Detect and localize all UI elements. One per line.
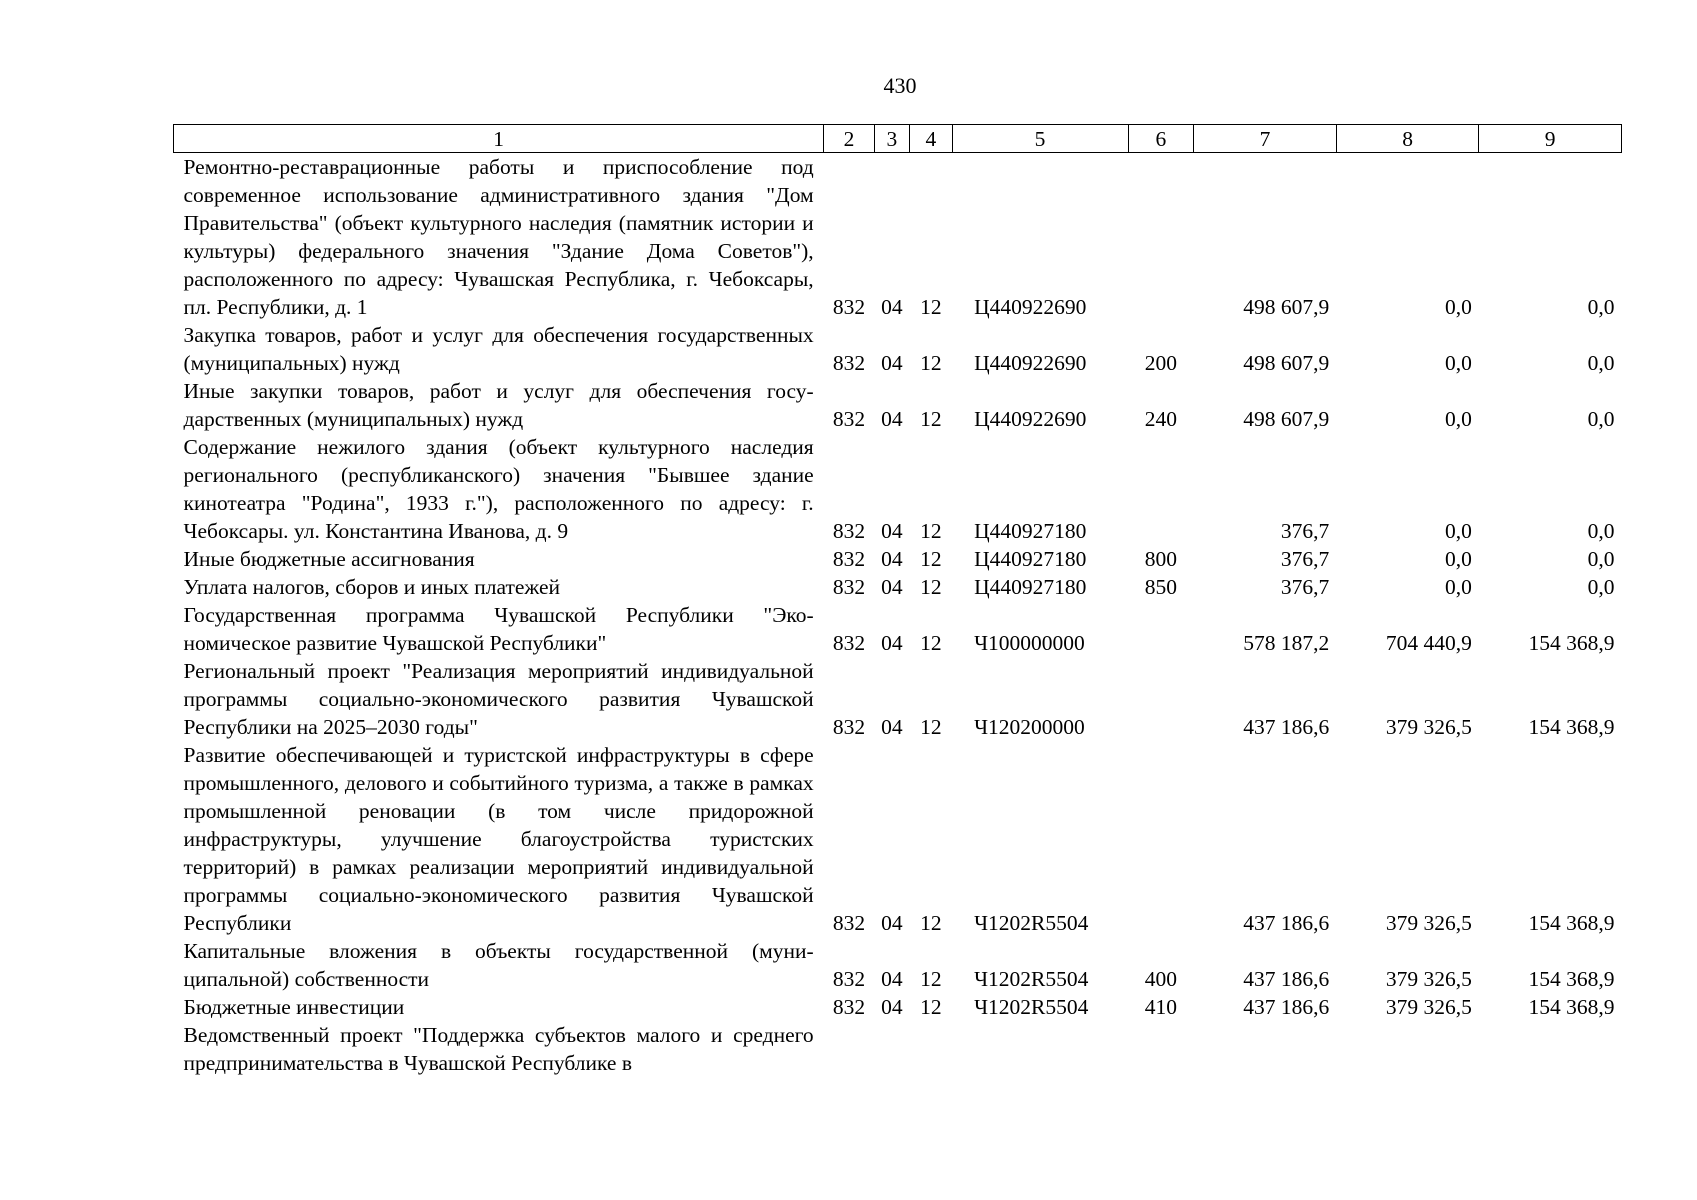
amount-col8: 0,0 — [1444, 407, 1472, 431]
item-name: Развитие обеспечивающей и туристской инфраструктуры в сфере промышленного, делового и событийного туризма, а также в рамках промышленной реновации (в том числе придорожной инфраструктуры, улучшение благоустройства туристских территорий) в рамках реализации мероприятий индивидуальной программы социально-экономического развития Чувашской Республики — [183, 743, 814, 935]
expense-type-code — [1128, 433, 1194, 545]
section-code: 04 — [881, 519, 903, 543]
amount-col7: 376,7 — [1280, 519, 1330, 543]
item-name: Региональный проект "Реализация мероприятий индивидуальной программы социально-экономического развития Чувашской Республики на 2025–2030 годы" — [183, 659, 814, 739]
amount-col9 — [1479, 1021, 1622, 1077]
grbs-code: 832 — [832, 407, 866, 431]
item-name: Содержание нежилого здания (объект культурного наследия регионального (республиканского) значения "Бывшее здание кинотеатра "Родина", 1933 г."), расположенного по адресу: г. Чебоксары. ул. Константина Иванова, д. 9 — [183, 435, 814, 543]
grbs-code: 832 — [832, 715, 866, 739]
section-code: 04 — [881, 547, 903, 571]
grbs-code: 832 — [832, 351, 866, 375]
grbs-code: 832 — [832, 967, 866, 991]
column-number-row — [174, 125, 1622, 153]
amount-col9: 0,0 — [1587, 547, 1615, 571]
expense-type-code: 850 — [1144, 575, 1177, 599]
target-article-code: Ц440922690 — [974, 351, 1087, 375]
section-code — [874, 1021, 909, 1077]
amount-col8: 379 326,5 — [1385, 715, 1472, 739]
amount-col8: 0,0 — [1444, 295, 1472, 319]
table-row — [174, 601, 1622, 657]
item-name: Ведомственный проект "Поддержка субъектов малого и среднего предпринимательства в Чувашской Республике в — [183, 1023, 814, 1075]
table-row — [174, 321, 1622, 377]
amount-col8: 379 326,5 — [1385, 967, 1472, 991]
target-article-code: Ц440922690 — [974, 295, 1087, 319]
amount-col7: 578 187,2 — [1243, 631, 1330, 655]
amount-col7: 376,7 — [1280, 547, 1330, 571]
item-name: Бюджетные инвестиции — [183, 995, 405, 1019]
target-article-code — [952, 1021, 1128, 1077]
expense-type-code — [1128, 657, 1194, 741]
table-row — [174, 433, 1622, 545]
target-article-code: Ц440927180 — [974, 519, 1087, 543]
target-article-code: Ч1202R5504 — [974, 911, 1089, 935]
amount-col8: 0,0 — [1444, 575, 1472, 599]
target-article-code: Ч100000000 — [974, 631, 1085, 655]
amount-col7: 437 186,6 — [1243, 967, 1330, 991]
subsection-code: 12 — [920, 715, 942, 739]
target-article-code: Ч1202R5504 — [974, 995, 1089, 1019]
item-name: Закупка товаров, работ и услуг для обеспечения государственных (муниципальных) нужд — [183, 323, 814, 375]
item-name: Ремонтно-реставрационные работы и приспособление под современное использование административного здания "Дом Правительства" (объект культурного наследия (памятник истории и культуры) федерального значения "Здание Дома Советов"), расположенного по адресу: Чувашская Республика, г. Чебоксары, пл. Республики, д. 1 — [183, 155, 814, 319]
amount-col7: 498 607,9 — [1243, 407, 1330, 431]
expense-type-code: 200 — [1144, 351, 1177, 375]
subsection-code: 12 — [920, 911, 942, 935]
column-header: 1 — [174, 125, 824, 153]
amount-col7 — [1194, 1021, 1337, 1077]
subsection-code: 12 — [920, 967, 942, 991]
section-code: 04 — [881, 631, 903, 655]
column-header: 4 — [910, 125, 952, 153]
amount-col7: 437 186,6 — [1243, 911, 1330, 935]
grbs-code — [824, 1021, 875, 1077]
amount-col8 — [1336, 1021, 1479, 1077]
column-header: 2 — [824, 125, 875, 153]
column-header: 9 — [1479, 125, 1622, 153]
section-code: 04 — [881, 967, 903, 991]
column-header: 6 — [1128, 125, 1194, 153]
amount-col9: 154 368,9 — [1528, 967, 1615, 991]
amount-col8: 0,0 — [1444, 351, 1472, 375]
expense-type-code — [1128, 601, 1194, 657]
amount-col9: 0,0 — [1587, 575, 1615, 599]
expense-type-code: 410 — [1144, 995, 1177, 1019]
amount-col8: 0,0 — [1444, 547, 1472, 571]
grbs-code: 832 — [832, 995, 866, 1019]
table-body — [174, 153, 1622, 1078]
grbs-code: 832 — [832, 911, 866, 935]
subsection-code: 12 — [920, 519, 942, 543]
amount-col7: 498 607,9 — [1243, 351, 1330, 375]
table-header — [174, 125, 1622, 153]
amount-col9: 154 368,9 — [1528, 911, 1615, 935]
section-code: 04 — [881, 911, 903, 935]
item-name: Капитальные вложения в объекты государственной (муниципальной) собственности — [183, 939, 814, 991]
subsection-code: 12 — [920, 547, 942, 571]
target-article-code: Ч1202R5504 — [974, 967, 1089, 991]
amount-col7: 498 607,9 — [1243, 295, 1330, 319]
table-row — [174, 1021, 1622, 1077]
table-row — [174, 573, 1622, 601]
section-code: 04 — [881, 715, 903, 739]
table-row — [174, 153, 1622, 322]
amount-col8: 379 326,5 — [1385, 911, 1472, 935]
expense-type-code: 240 — [1144, 407, 1177, 431]
amount-col9: 0,0 — [1587, 295, 1615, 319]
subsection-code: 12 — [920, 631, 942, 655]
section-code: 04 — [881, 407, 903, 431]
amount-col9: 154 368,9 — [1528, 715, 1615, 739]
grbs-code: 832 — [832, 295, 866, 319]
amount-col7: 437 186,6 — [1243, 995, 1330, 1019]
item-name: Иные бюджетные ассигнования — [183, 547, 475, 571]
table-row — [174, 937, 1622, 993]
section-code: 04 — [881, 295, 903, 319]
page-number: 430 — [883, 73, 917, 98]
expense-type-code — [1128, 741, 1194, 937]
amount-col8: 704 440,9 — [1385, 631, 1472, 655]
amount-col9: 154 368,9 — [1528, 995, 1615, 1019]
grbs-code: 832 — [832, 575, 866, 599]
table-row — [174, 545, 1622, 573]
amount-col8: 379 326,5 — [1385, 995, 1472, 1019]
column-header: 5 — [952, 125, 1128, 153]
subsection-code: 12 — [920, 407, 942, 431]
column-header: 3 — [874, 125, 909, 153]
table-row — [174, 657, 1622, 741]
expense-type-code — [1128, 1021, 1194, 1077]
amount-col9: 154 368,9 — [1528, 631, 1615, 655]
target-article-code: Ц440927180 — [974, 575, 1087, 599]
budget-table — [173, 124, 1622, 1077]
amount-col8: 0,0 — [1444, 519, 1472, 543]
section-code: 04 — [881, 995, 903, 1019]
expense-type-code: 400 — [1144, 967, 1177, 991]
target-article-code: Ц440927180 — [974, 547, 1087, 571]
expense-type-code — [1128, 153, 1194, 322]
subsection-code: 12 — [920, 995, 942, 1019]
subsection-code — [910, 1021, 952, 1077]
subsection-code: 12 — [920, 575, 942, 599]
subsection-code: 12 — [920, 351, 942, 375]
table-row — [174, 741, 1622, 937]
target-article-code: Ц440922690 — [974, 407, 1087, 431]
grbs-code: 832 — [832, 519, 866, 543]
subsection-code: 12 — [920, 295, 942, 319]
amount-col9: 0,0 — [1587, 407, 1615, 431]
column-header: 7 — [1194, 125, 1337, 153]
section-code: 04 — [881, 351, 903, 375]
amount-col9: 0,0 — [1587, 351, 1615, 375]
section-code: 04 — [881, 575, 903, 599]
amount-col7: 437 186,6 — [1243, 715, 1330, 739]
table-row — [174, 993, 1622, 1021]
item-name: Иные закупки товаров, работ и услуг для обеспечения государственных (муниципальных) нужд — [183, 379, 814, 431]
grbs-code: 832 — [832, 547, 866, 571]
column-header: 8 — [1336, 125, 1479, 153]
amount-col7: 376,7 — [1280, 575, 1330, 599]
item-name: Государственная программа Чувашской Республики "Экономическое развитие Чувашской Республики" — [183, 603, 814, 655]
amount-col9: 0,0 — [1587, 519, 1615, 543]
table-row — [174, 377, 1622, 433]
target-article-code: Ч120200000 — [974, 715, 1085, 739]
item-name: Уплата налогов, сборов и иных платежей — [183, 575, 561, 599]
grbs-code: 832 — [832, 631, 866, 655]
expense-type-code: 800 — [1144, 547, 1177, 571]
